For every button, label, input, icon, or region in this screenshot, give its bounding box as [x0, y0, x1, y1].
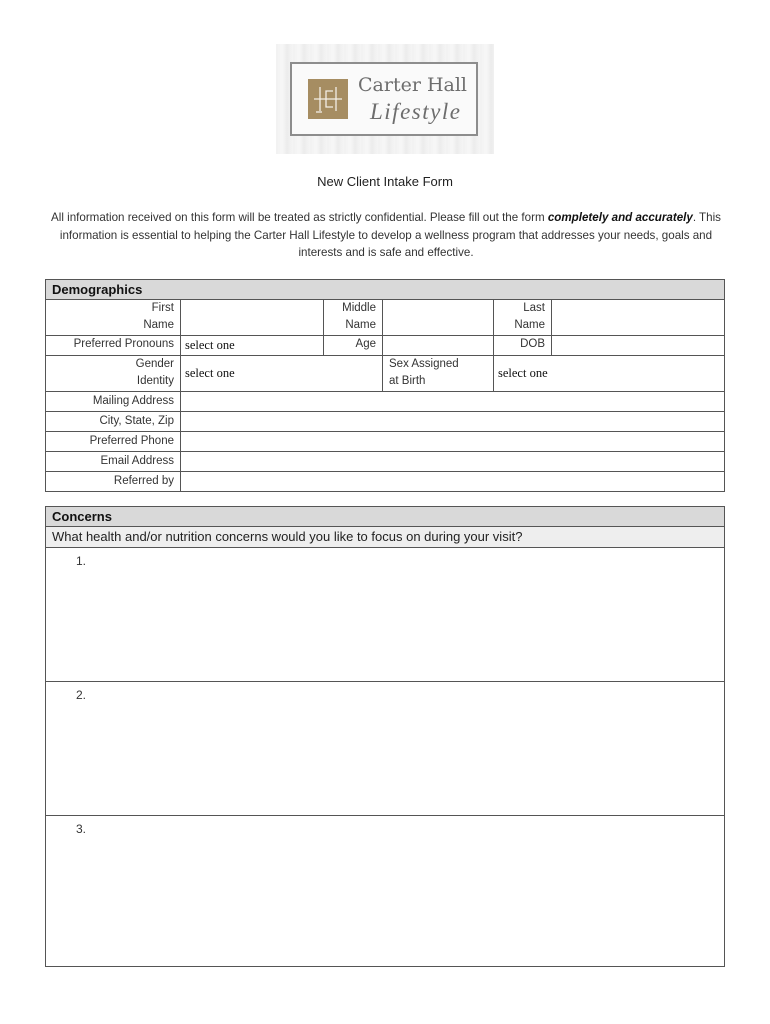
referred-by-field[interactable]: [181, 472, 724, 491]
concern-field-2[interactable]: [46, 682, 724, 816]
first-name-field[interactable]: [181, 300, 324, 335]
middle-name-field[interactable]: [383, 300, 494, 335]
gender-identity-select[interactable]: select one: [181, 356, 383, 391]
logo: [290, 62, 478, 136]
concern-number: 1.: [76, 554, 87, 568]
pronouns-select[interactable]: select one: [181, 336, 324, 355]
mailing-row: [46, 392, 724, 412]
sex-assigned-label: Sex Assigned at Birth: [383, 356, 494, 391]
demographics-table: [45, 279, 725, 492]
city-state-zip-field[interactable]: [181, 412, 724, 431]
referred-by-label: Referred by: [46, 472, 181, 491]
age-label: Age: [324, 336, 383, 355]
referred-row: [46, 472, 724, 491]
intro-text-before: All information received on this form will be treated as strictly confidential. Please fill out the form: [51, 211, 548, 224]
concern-field-3[interactable]: [46, 816, 724, 966]
email-address-field[interactable]: [181, 452, 724, 471]
demographics-heading: Demographics: [46, 280, 724, 300]
dob-field[interactable]: [552, 336, 724, 355]
first-name-label: First Name: [46, 300, 181, 335]
concern-number: 2.: [76, 688, 87, 702]
concern-number: 3.: [76, 822, 87, 836]
gender-row: [46, 356, 724, 392]
mailing-address-label: Mailing Address: [46, 392, 181, 411]
age-field[interactable]: [383, 336, 494, 355]
intro-paragraph: [50, 209, 722, 262]
intro-text-after: . This information is essential to helping the Carter Hall Lifestyle to develop a wellness program that addresses your needs, goals and interests and is safe and effective.: [59, 211, 721, 259]
preferred-phone-field[interactable]: [181, 432, 724, 451]
intro-emphasis: completely and accurately: [547, 211, 693, 224]
gender-identity-label: Gender Identity: [46, 356, 181, 391]
concerns-table: [45, 506, 725, 967]
mailing-address-field[interactable]: [181, 392, 724, 411]
sex-assigned-select[interactable]: select one: [498, 366, 548, 380]
logo-name: Carter Hall: [358, 74, 467, 96]
name-row: [46, 300, 724, 336]
dob-label: DOB: [494, 336, 552, 355]
concern-field-1[interactable]: [46, 548, 724, 682]
last-name-field[interactable]: [552, 300, 724, 335]
pronouns-label: Preferred Pronouns: [46, 336, 181, 355]
concerns-heading: Concerns: [46, 507, 724, 527]
city-state-zip-label: City, State, Zip: [46, 412, 181, 431]
pronouns-row: [46, 336, 724, 356]
concerns-question: What health and/or nutrition concerns would you like to focus on during your visit?: [46, 527, 724, 548]
preferred-phone-label: Preferred Phone: [46, 432, 181, 451]
page-title: New Client Intake Form: [317, 174, 453, 189]
middle-name-label: Middle Name: [324, 300, 383, 335]
city-row: [46, 412, 724, 432]
email-row: [46, 452, 724, 472]
phone-row: [46, 432, 724, 452]
last-name-label: Last Name: [494, 300, 552, 335]
logo-tagline: Lifestyle: [370, 99, 462, 124]
ch-monogram-icon: [308, 79, 348, 119]
email-address-label: Email Address: [46, 452, 181, 471]
